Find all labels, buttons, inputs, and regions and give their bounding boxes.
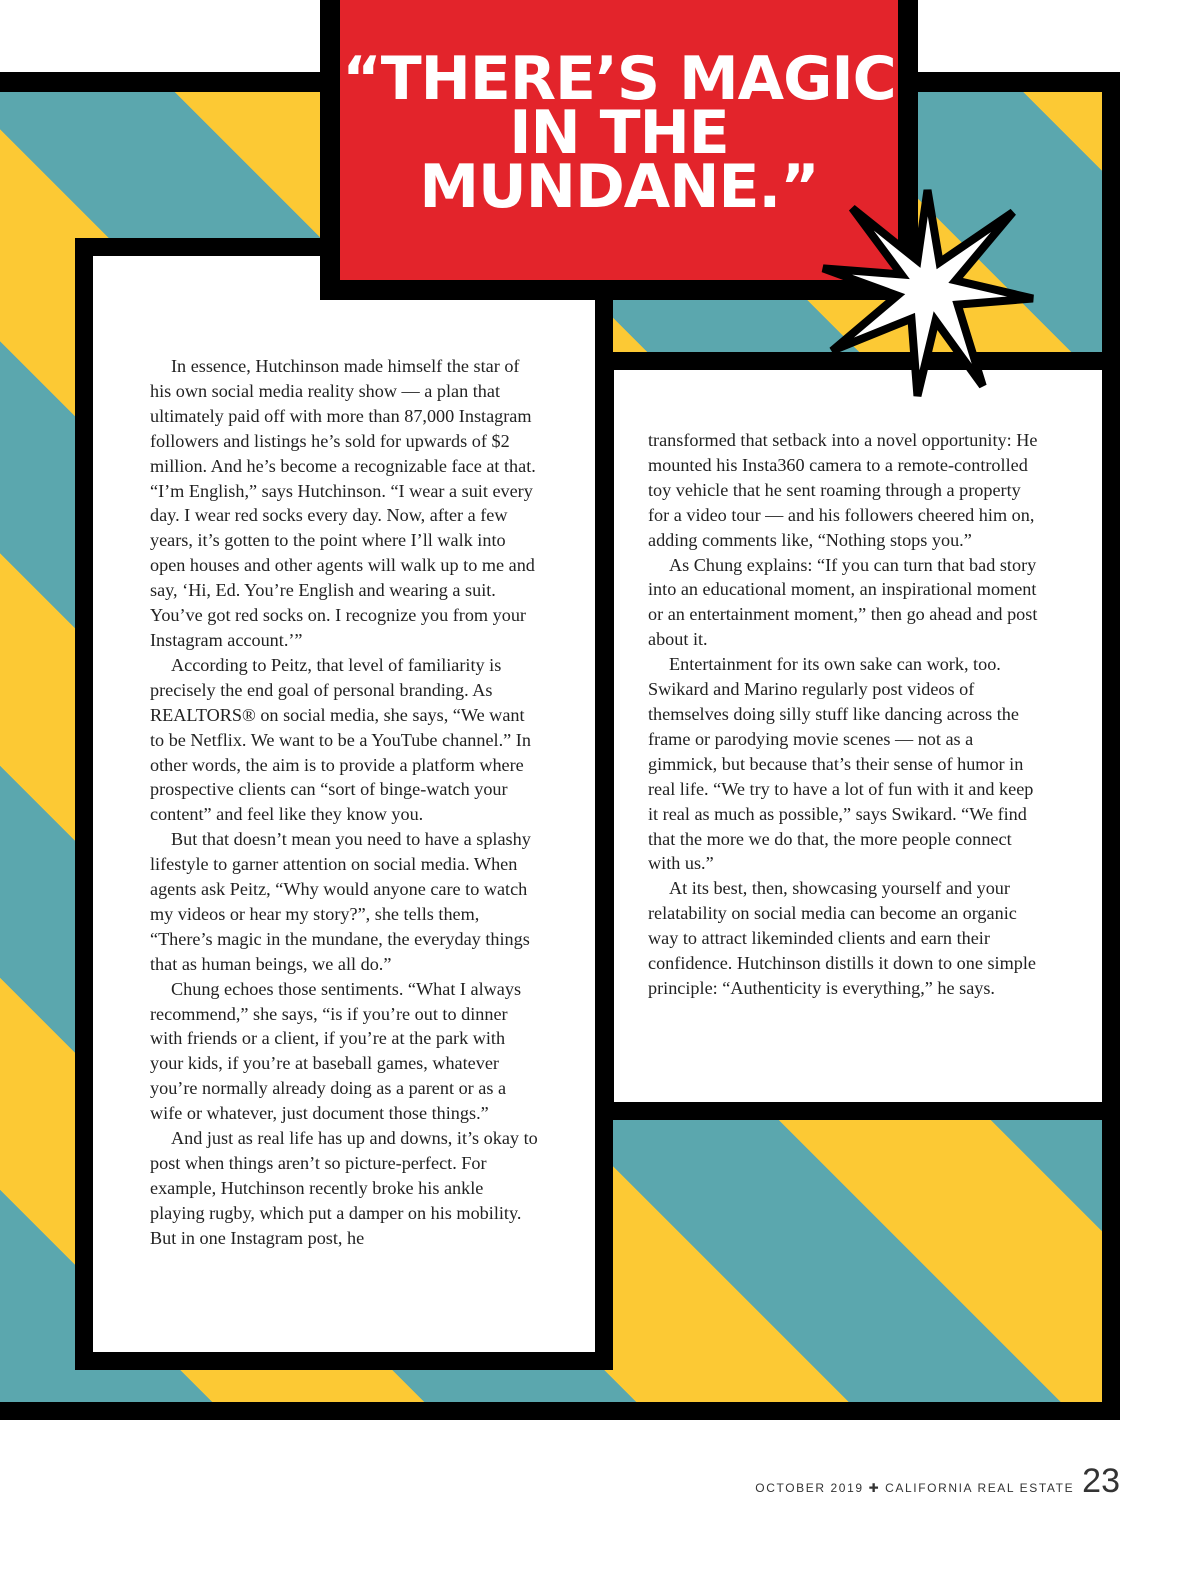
headline: “THERE’S MAGIC IN THE MUNDANE.” — [342, 44, 896, 222]
paragraph: At its best, then, showcasing yourself and your relatability on social media can become an organic way to attract likeminded clients and earn their confidence. Hutchinson distills it down to one simple principle: “Authenticity is everything,” he says. — [648, 878, 1036, 998]
paragraph: As Chung explains: “If you can turn that bad story into an educational moment, an inspirational moment or an entertainment moment,” then go ahead and post about it. — [648, 554, 1038, 650]
paragraph: Entertainment for its own sake can work, too. Swikard and Marino regularly post videos of themselves doing silly stuff like dancing across the frame or parodying movie scenes — not as a gimmick, but because that’s their sense of humor in real life. “We try to have a lot of fun with it and keep it real as much as possible,” says Swikard. “We find that the more we do that, the more people connect with us.” — [648, 654, 1034, 874]
paragraph: Chung echoes those sentiments. “What I always recommend,” she says, “is if you’re out to dinner with friends or a client, if you’re at the park with your kids, if you’re at baseball games, whatever you’re normally already doing as a parent or as a wife or whatever, just document those things.” — [150, 978, 522, 1124]
footer-publication: OCTOBER 2019 ✚ CALIFORNIA REAL ESTATE — [755, 1481, 1075, 1495]
article-column-right — [648, 428, 1040, 1001]
paragraph: In essence, Hutchinson made himself the star of his own social media reality show — a plan that ultimately paid off with more than 87,000 Instagram followers and listings he’s sold for upwards of $2 million. And he’s become a recognizable face at that. “I’m English,” says Hutchinson. “I wear a suit every day. I wear red socks every day. Now, after a few years, it’s gotten to the point where I’ll walk into open houses and other agents will walk up to me and say, ‘Hi, Ed. You’re English and wearing a suit. You’ve got red socks on. I recognize you from your Instagram account.’” — [150, 356, 536, 650]
page-footer — [755, 1462, 1120, 1501]
paragraph-continued: transformed that setback into a novel opportunity: He mounted his Insta360 camera to a remote-controlled toy vehicle that he sent roaming through a property for a video tour — and his followers cheered him on, adding comments like, “Nothing stops you.” — [648, 430, 1038, 550]
paragraph: According to Peitz, that level of familiarity is precisely the end goal of personal branding. As REALTORS® on social media, she says, “We want to be Netflix. We want to be a YouTube channel.” In other words, the aim is to provide a platform where prospective clients can “sort of binge-watch your content” and feel like they know you. — [150, 654, 531, 825]
page-number: 23 — [1082, 1462, 1120, 1500]
paragraph: But that doesn’t mean you need to have a splashy lifestyle to garner attention on social media. When agents ask Peitz, “Why would anyone care to watch my videos or hear my story?”, she tells them, “There’s magic in the mundane, the everyday things that as human beings, we all do.” — [150, 829, 531, 974]
starburst-icon — [815, 178, 1040, 403]
paragraph: And just as real life has up and downs, it’s okay to post when things aren’t so picture-perfect. For example, Hutchinson recently broke his ankle playing rugby, which put a damper on his mobility. But in one Instagram post, he — [150, 1128, 538, 1248]
article-column-left — [150, 354, 542, 1251]
